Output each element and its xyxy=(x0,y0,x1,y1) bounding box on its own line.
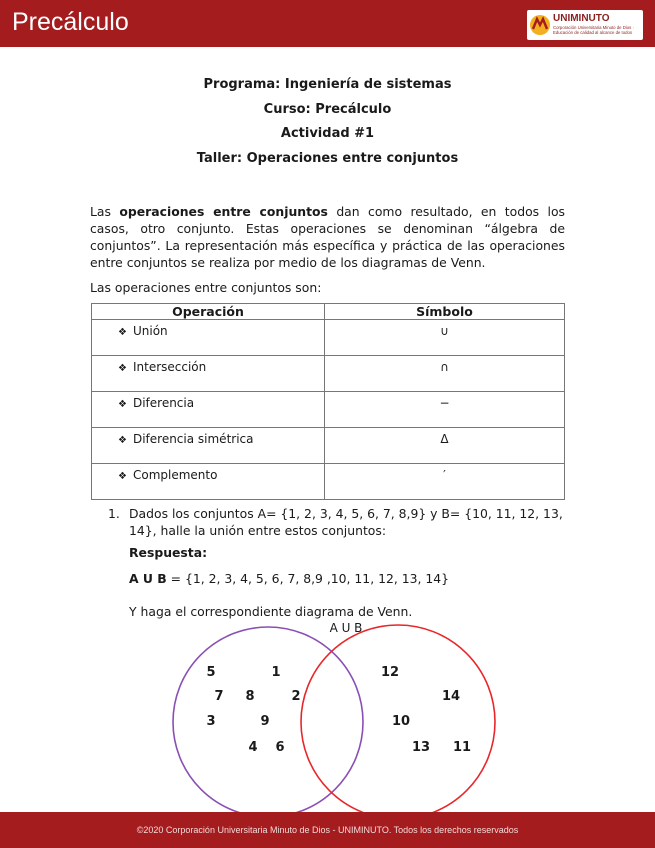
set-a-element: 6 xyxy=(275,740,285,755)
venn-title: A U B xyxy=(329,621,363,635)
symbol-cell: Δ xyxy=(325,428,565,464)
set-a-element: 8 xyxy=(245,689,255,704)
set-b-element: 14 xyxy=(441,689,461,704)
set-b-element: 11 xyxy=(452,740,472,755)
activity-line: Actividad #1 xyxy=(280,126,375,141)
intro-rest: dan como resultado, en todos los casos, otro conjunto. Estas operaciones se denominan “álgebra de conjuntos”. La representación más específica y práctica de las operaciones entre conjuntos se realiza por medio de los diagramas de Venn. xyxy=(90,204,565,270)
venn-instruction: Y haga el correspondiente diagrama de Venn. xyxy=(129,604,413,619)
course-line: Curso: Precálculo xyxy=(263,101,392,117)
symbol-cell: ′ xyxy=(325,464,565,500)
set-a-element: 9 xyxy=(260,714,270,729)
operation-label: Unión xyxy=(132,324,168,338)
header-title: Precálculo xyxy=(12,8,129,36)
program-line: Programa: Ingeniería de sistemas xyxy=(203,77,452,92)
set-a-element: 3 xyxy=(206,714,216,729)
answer-rest: = {1, 2, 3, 4, 5, 6, 7, 8,9 ,10, 11, 12, 13, 14} xyxy=(166,571,450,586)
symbol-cell: ∪ xyxy=(325,320,565,356)
intro-bold-term: operaciones entre conjuntos xyxy=(119,204,328,219)
operation-label: Complemento xyxy=(132,468,218,482)
set-b-element: 12 xyxy=(380,665,400,680)
operations-list-intro: Las operaciones entre conjuntos son: xyxy=(90,280,322,295)
set-a-element: 1 xyxy=(271,665,281,680)
question-text: Dados los conjuntos A= {1, 2, 3, 4, 5, 6, 7, 8,9} y B= {10, 11, 12, 13, 14}, halle la unión entre estos conjuntos: xyxy=(129,506,563,538)
diamond-bullet-icon: ❖ xyxy=(118,327,127,338)
response-label: Respuesta: xyxy=(129,545,208,560)
workshop-line: Taller: Operaciones entre conjuntos xyxy=(196,150,459,166)
operation-label: Diferencia xyxy=(132,396,195,410)
intro-lead: Las xyxy=(90,204,120,219)
diamond-bullet-icon: ❖ xyxy=(118,471,127,482)
set-b-element: 10 xyxy=(391,714,411,729)
question-number: 1. xyxy=(108,506,120,521)
set-a-element: 4 xyxy=(248,740,258,755)
set-a-element: 2 xyxy=(291,689,301,704)
diamond-bullet-icon: ❖ xyxy=(118,435,127,446)
symbol-cell: − xyxy=(325,392,565,428)
header-symbol: Símbolo xyxy=(325,304,565,320)
operation-label: Intersección xyxy=(132,360,207,374)
set-a-element: 5 xyxy=(206,665,216,680)
set-b-element: 13 xyxy=(411,740,431,755)
diamond-bullet-icon: ❖ xyxy=(118,399,127,410)
symbol-cell: ∩ xyxy=(325,356,565,392)
diamond-bullet-icon: ❖ xyxy=(118,363,127,374)
set-a-element: 7 xyxy=(214,689,224,704)
page-footer: ©2020 Corporación Universitaria Minuto de Dios - UNIMINUTO. Todos los derechos reservados xyxy=(0,812,655,848)
logo-name: UNIMINUTO xyxy=(553,13,610,24)
operation-label: Diferencia simétrica xyxy=(132,432,254,446)
logo-tagline: Corporación Universitaria Minuto de Dios · Educación de calidad al alcance de todos xyxy=(553,25,634,35)
header-operation: Operación xyxy=(92,304,325,320)
answer-bold: A U B xyxy=(129,571,167,586)
